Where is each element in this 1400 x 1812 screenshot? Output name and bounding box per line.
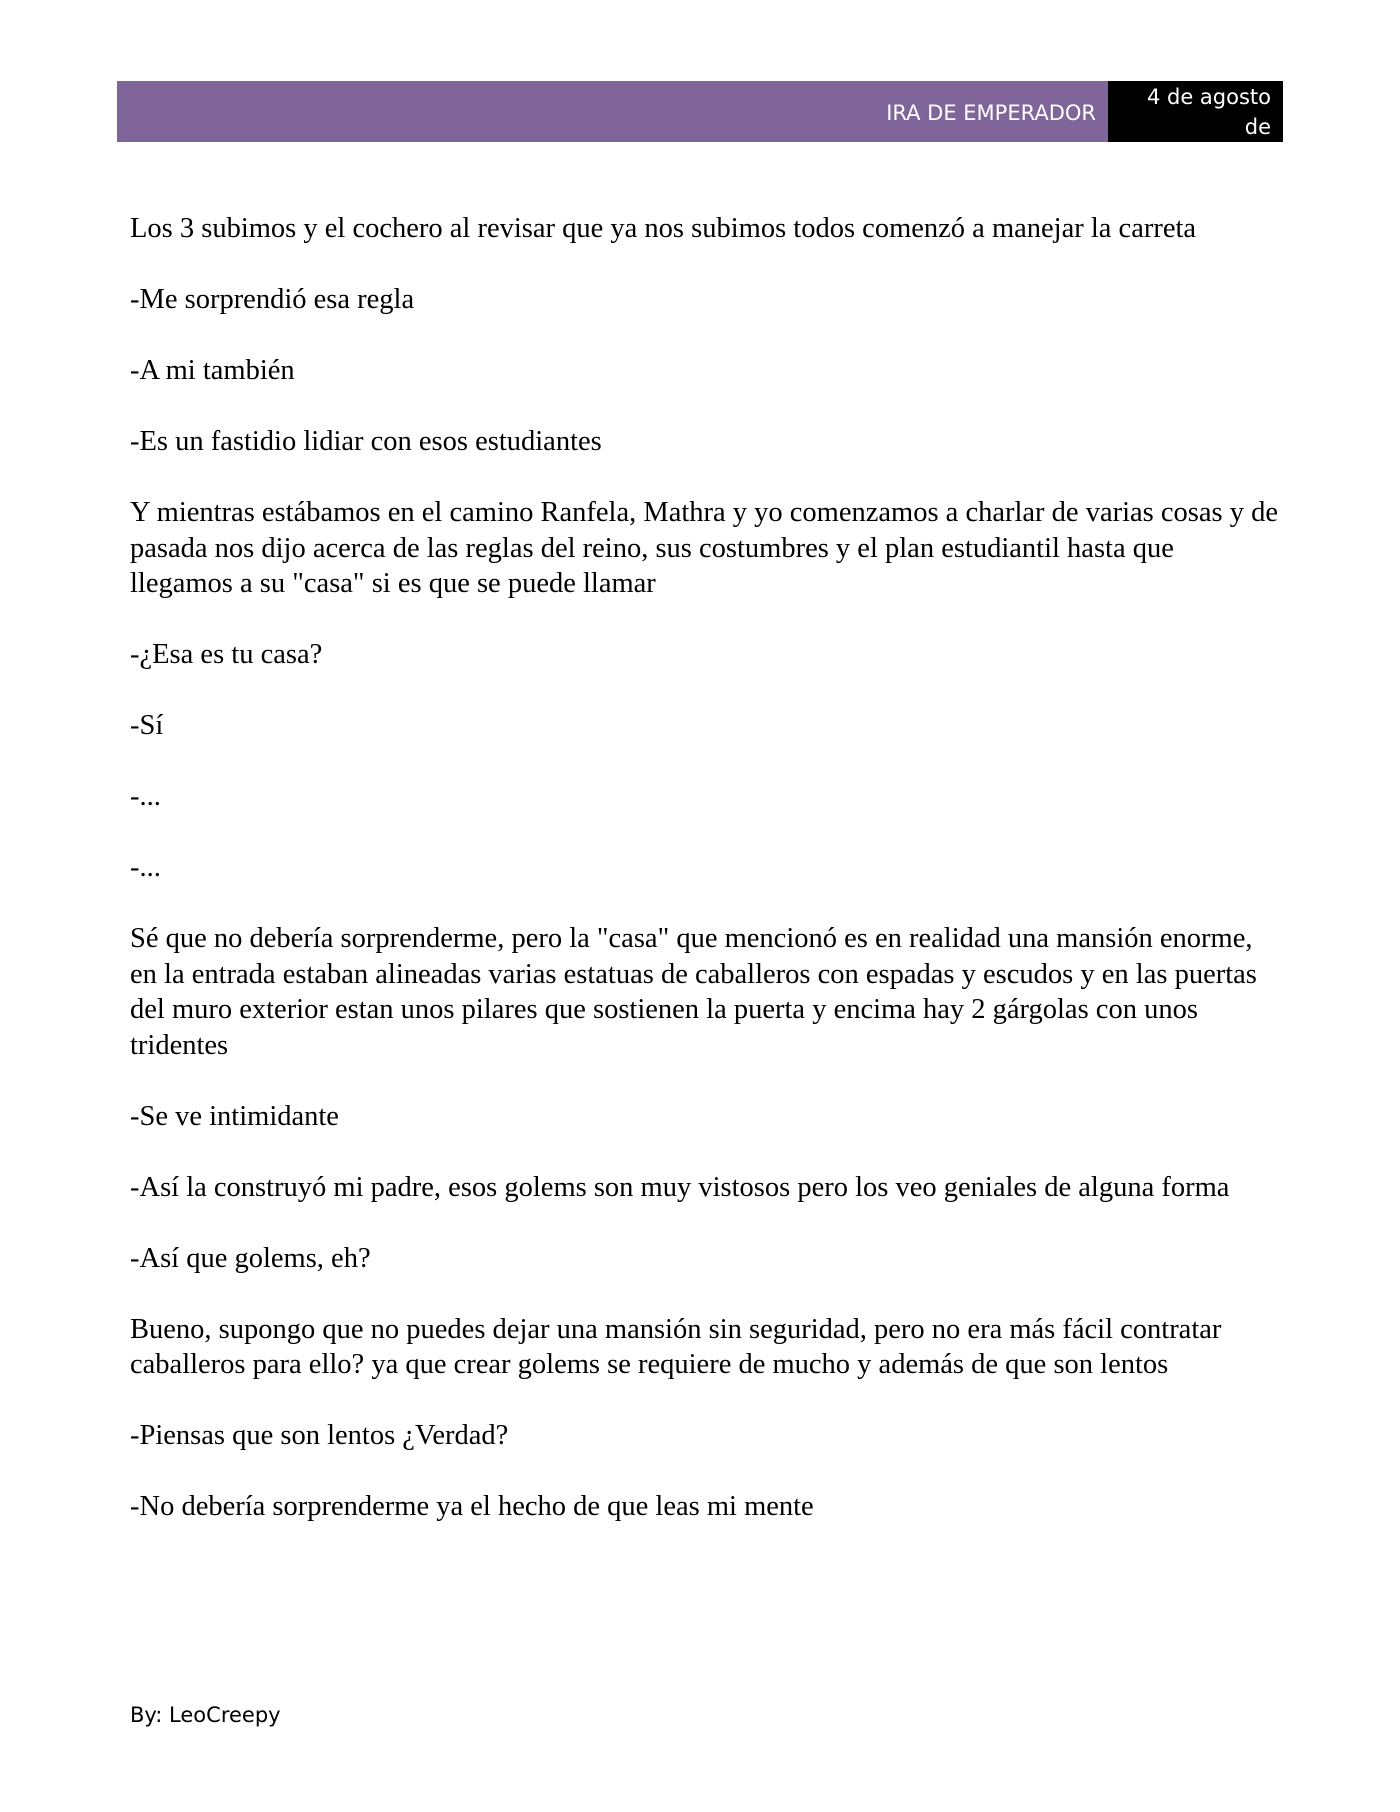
paragraph: -¿Esa es tu casa? xyxy=(130,639,323,670)
paragraph: -Así la construyó mi padre, esos golems son muy vistosos pero los veo geniales de alguna forma xyxy=(130,1171,1230,1203)
paragraph: Y mientras estábamos en el camino Ranfela, Mathra y yo comenzamos a charlar de varias cosas y de pasada nos dijo acerca de las reglas del reino, sus costumbres y el plan estudiantil hasta que llegamos a su "casa" si es que se puede llamar xyxy=(130,497,1279,599)
header-title: IRA DE EMPERADOR xyxy=(117,81,1108,142)
paragraph: -... xyxy=(130,852,161,883)
paragraph: -No debería sorprenderme ya el hecho de que leas mi mente xyxy=(130,1491,814,1522)
paragraph: -... xyxy=(130,781,161,812)
header-date-line1: 4 de agosto de xyxy=(1146,85,1271,139)
page-header xyxy=(117,81,1283,169)
paragraph: -Me sorprendió esa regla xyxy=(130,284,415,315)
paragraph: Bueno, supongo que no puedes dejar una mansión sin seguridad, pero no era más fácil contratar caballeros para ello? ya que crear golems se requiere de mucho y además de que son lentos xyxy=(130,1313,1222,1380)
paragraph: -Piensas que son lentos ¿Verdad? xyxy=(130,1420,509,1451)
paragraph: Sé que no debería sorprenderme, pero la "casa" que mencionó es en realidad una mansión enorme, en la entrada estaban alineadas varias estatuas de caballeros con espadas y escudos y en las puertas del muro exterior estan unos pilares que sostienen la puerta y encima hay 2 gárgolas con unos tridentes xyxy=(130,923,1257,1061)
footer-author: By: LeoCreepy xyxy=(130,1703,281,1727)
header-date-line2: 2017 xyxy=(1217,145,1271,169)
paragraph: -Es un fastidio lidiar con esos estudiantes xyxy=(130,426,602,457)
paragraph: -Se ve intimidante xyxy=(130,1100,339,1132)
header-date xyxy=(1108,81,1283,169)
paragraph: -A mi también xyxy=(130,355,295,386)
paragraph: -Sí xyxy=(130,710,164,741)
document-body xyxy=(130,211,1280,1560)
paragraph: Los 3 subimos y el cochero al revisar que ya nos subimos todos comenzó a manejar la carreta xyxy=(130,213,1197,244)
paragraph: -Así que golems, eh? xyxy=(130,1242,371,1274)
